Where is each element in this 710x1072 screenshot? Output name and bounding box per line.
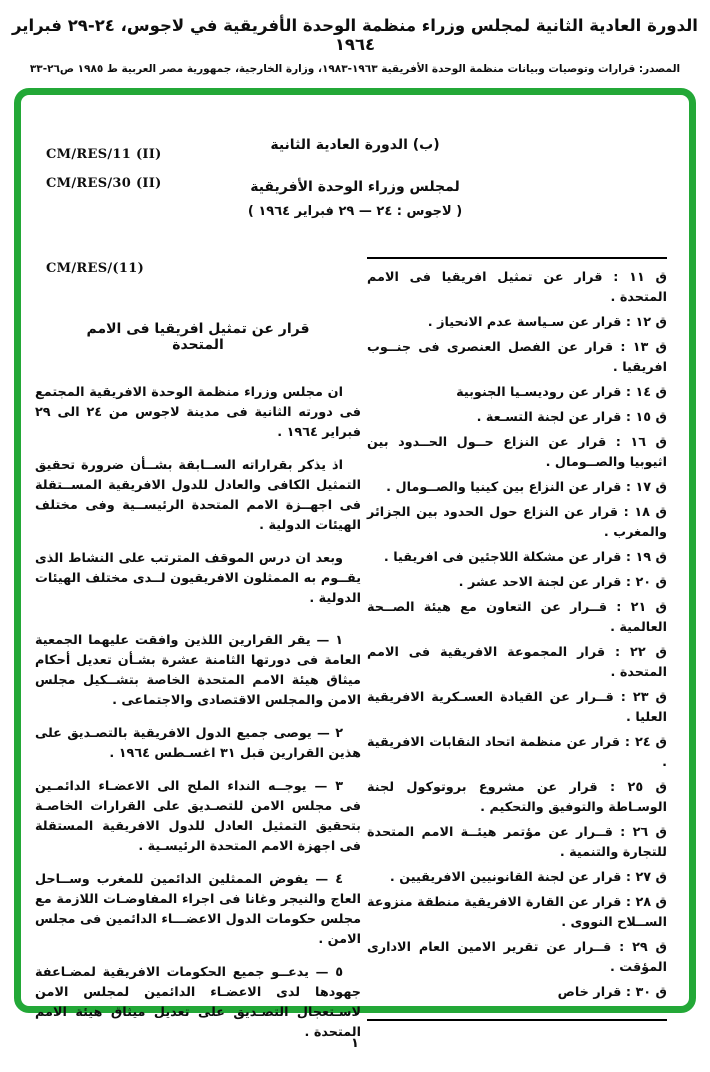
body-paragraph: ٥ — يدعــو جميع الحكومات الافريقية لمضـاعفة جهودها لدى الاعضـاء الدائمين لمجلس الامن لاسـتعجال التصـديق على تعديل ميثاق هيئة الامم المتحدة . bbox=[35, 965, 361, 1040]
resolution-index-item: ق ١٦ : قرار عن النزاع حــول الحــدود بين اثيوبيا والصــومال . bbox=[367, 435, 667, 470]
resolution-index-item: ق ١٤ : قرار عن روديسـيا الجنوبية bbox=[456, 385, 667, 400]
resolution-paragraphs bbox=[35, 383, 361, 1043]
resolution-index-item: ق ٢٩ : قــرار عن تقرير الامين العام الادارى المؤقت . bbox=[367, 940, 667, 975]
resolutions-list bbox=[367, 268, 667, 1003]
resolution-index-item: ق ٢٤ : قرار عن منظمة اتحاد النقابات الافريقية . bbox=[367, 735, 667, 770]
page-header bbox=[0, 16, 710, 75]
resolution-index-item: ق ٢٠ : قرار عن لجنة الاحد عشر . bbox=[458, 575, 667, 590]
session-heading bbox=[141, 137, 569, 219]
ref-cm-res-11-single: CM/RES/(11) bbox=[46, 261, 145, 276]
resolution-index-item: ق ٢٥ : قرار عن مشروع بروتوكول لجنة الوسـاطة والتوفيق والتحكيم . bbox=[367, 780, 667, 815]
index-bottom-rule bbox=[367, 1019, 667, 1021]
resolution-index-item: ق ٣٠ : قرار خاص bbox=[557, 985, 667, 1000]
ref-cm-res-11: CM/RES/11 (II) bbox=[46, 147, 162, 162]
body-paragraph: ان مجلس وزراء منظمة الوحدة الافريقية المجتمع فى دورته الثانية فى مدينة لاجوس من ٢٤ الى ٢٩ فبراير ١٩٦٤ . bbox=[35, 385, 361, 440]
body-paragraph: ١ — يقر القرارين اللذين وافقت عليهما الجمعية العامة فى دورتها الثامنة عشرة بشـأن تعديل أحكام ميثاق هيئة الامم المتحدة الخاصة بتشــكيل مجلس الامن والمجلس الاقتصادى والاجتماعى . bbox=[35, 633, 361, 708]
body-paragraph: اذ يذكر بقراراته الســابقة بشــأن ضرورة تحقيق التمثيل الكافى والعادل للدول الافريقية المســتقلة فى اجهــزة الامم المتحدة الرئيســية وفى مختلف الهيئات الدولية . bbox=[35, 458, 361, 533]
resolution-index-item: ق ٢٧ : قرار عن لجنة القانونيين الافريقيين . bbox=[389, 870, 667, 885]
document-frame bbox=[14, 88, 696, 1040]
document-title: الدورة العادية الثانية لمجلس وزراء منظمة الوحدة الأفريقية في لاجوس، ٢٤-٢٩ فبراير ١٩٦٤ bbox=[12, 16, 698, 54]
resolution-index-item: ق ١٥ : قرار عن لجنة التسـعة . bbox=[476, 410, 667, 425]
resolution-index-item: ق ٢١ : قــرار عن التعاون مع هيئة الصــحة العالمية . bbox=[367, 600, 667, 635]
resolution-index-item: ق ٢٣ : قــرار عن القيادة العسـكرية الافريقية العليا . bbox=[367, 690, 667, 725]
body-paragraph: وبعد ان درس الموقف المترتب على النشاط الذى يقــوم به الممثلون الافريقيون لــدى مختلف الهيئات الدولية . bbox=[35, 551, 361, 606]
resolution-index-item: ق ١٣ : قرار عن الفصل العنصرى فى جنــوب افريقيا . bbox=[367, 340, 667, 375]
page-number: ١ bbox=[351, 1036, 359, 1051]
session-line-2: لمجلس وزراء الوحدة الأفريقية bbox=[250, 179, 460, 195]
document-source: المصدر: قرارات وتوصيات وبيانات منظمة الوحدة الأفريقية ١٩٦٣-١٩٨٣، وزارة الخارجية، جمهورية مصر العربية ط ١٩٨٥ ص٢٦-٣٣ bbox=[29, 63, 681, 75]
resolution-index-item: ق ١٢ : قرار عن سـياسة عدم الانحياز . bbox=[427, 315, 667, 330]
session-line-3: ( لاجوس : ٢٤ — ٢٩ فبراير ١٩٦٤ ) bbox=[247, 204, 463, 219]
body-paragraph: ٣ — يوجــه النداء الملح الى الاعضـاء الدائمـين فى مجلس الامن للتصـديق على القرارات الخاصـة بتحقيق التمثيل العادل للدول الافريقية المستقلة فى اجهزة الامم المتحدة الرئيسـية . bbox=[35, 779, 361, 854]
resolution-index-item: ق ١١ : قرار عن تمثيل افريقيا فى الامم المتحدة . bbox=[367, 270, 667, 305]
resolution-index-item: ق ١٧ : قرار عن النزاع بين كينيا والصــومال . bbox=[386, 480, 667, 495]
resolution-index-item: ق ١٨ : قرار عن النزاع حول الحدود بين الجزائر والمغرب . bbox=[367, 505, 667, 540]
body-paragraph: ٤ — يفوض الممثلين الدائمين للمغرب وســاحل العاج والنيجر وغانا فى اجراء المفاوضـات اللازمة مع مجلس حكومات الدول الاعضـــاء الدائمين فى مجلس الامن . bbox=[35, 872, 361, 947]
ref-cm-res-30: CM/RES/30 (II) bbox=[46, 176, 162, 191]
resolution-body-column bbox=[35, 321, 361, 1056]
resolution-index-item: ق ٢٢ : قرار المجموعة الافريقية فى الامم المتحدة . bbox=[367, 645, 667, 680]
resolution-index-item: ق ٢٦ : قــرار عن مؤتمر هيئــة الامم المتحدة للتجارة والتنمية . bbox=[367, 825, 667, 860]
resolution-title: قرار عن تمثيل افريقيا فى الامم المتحدة bbox=[86, 321, 310, 353]
index-top-rule bbox=[367, 257, 667, 259]
resolutions-index-column bbox=[367, 257, 667, 1021]
body-paragraph: ٢ — يوصى جميع الدول الافريقية بالتصـديق على هذين القرارين قبل ٣١ اغسـطس ١٩٦٤ . bbox=[35, 726, 361, 761]
resolution-index-item: ق ٢٨ : قرار عن القارة الافريقية منطقة منزوعة الســلاح النووى . bbox=[367, 895, 667, 930]
resolution-index-item: ق ١٩ : قرار عن مشكلة اللاجئين فى افريقيا . bbox=[383, 550, 667, 565]
session-line-1: (ب) الدورة العادية الثانية bbox=[270, 137, 440, 153]
